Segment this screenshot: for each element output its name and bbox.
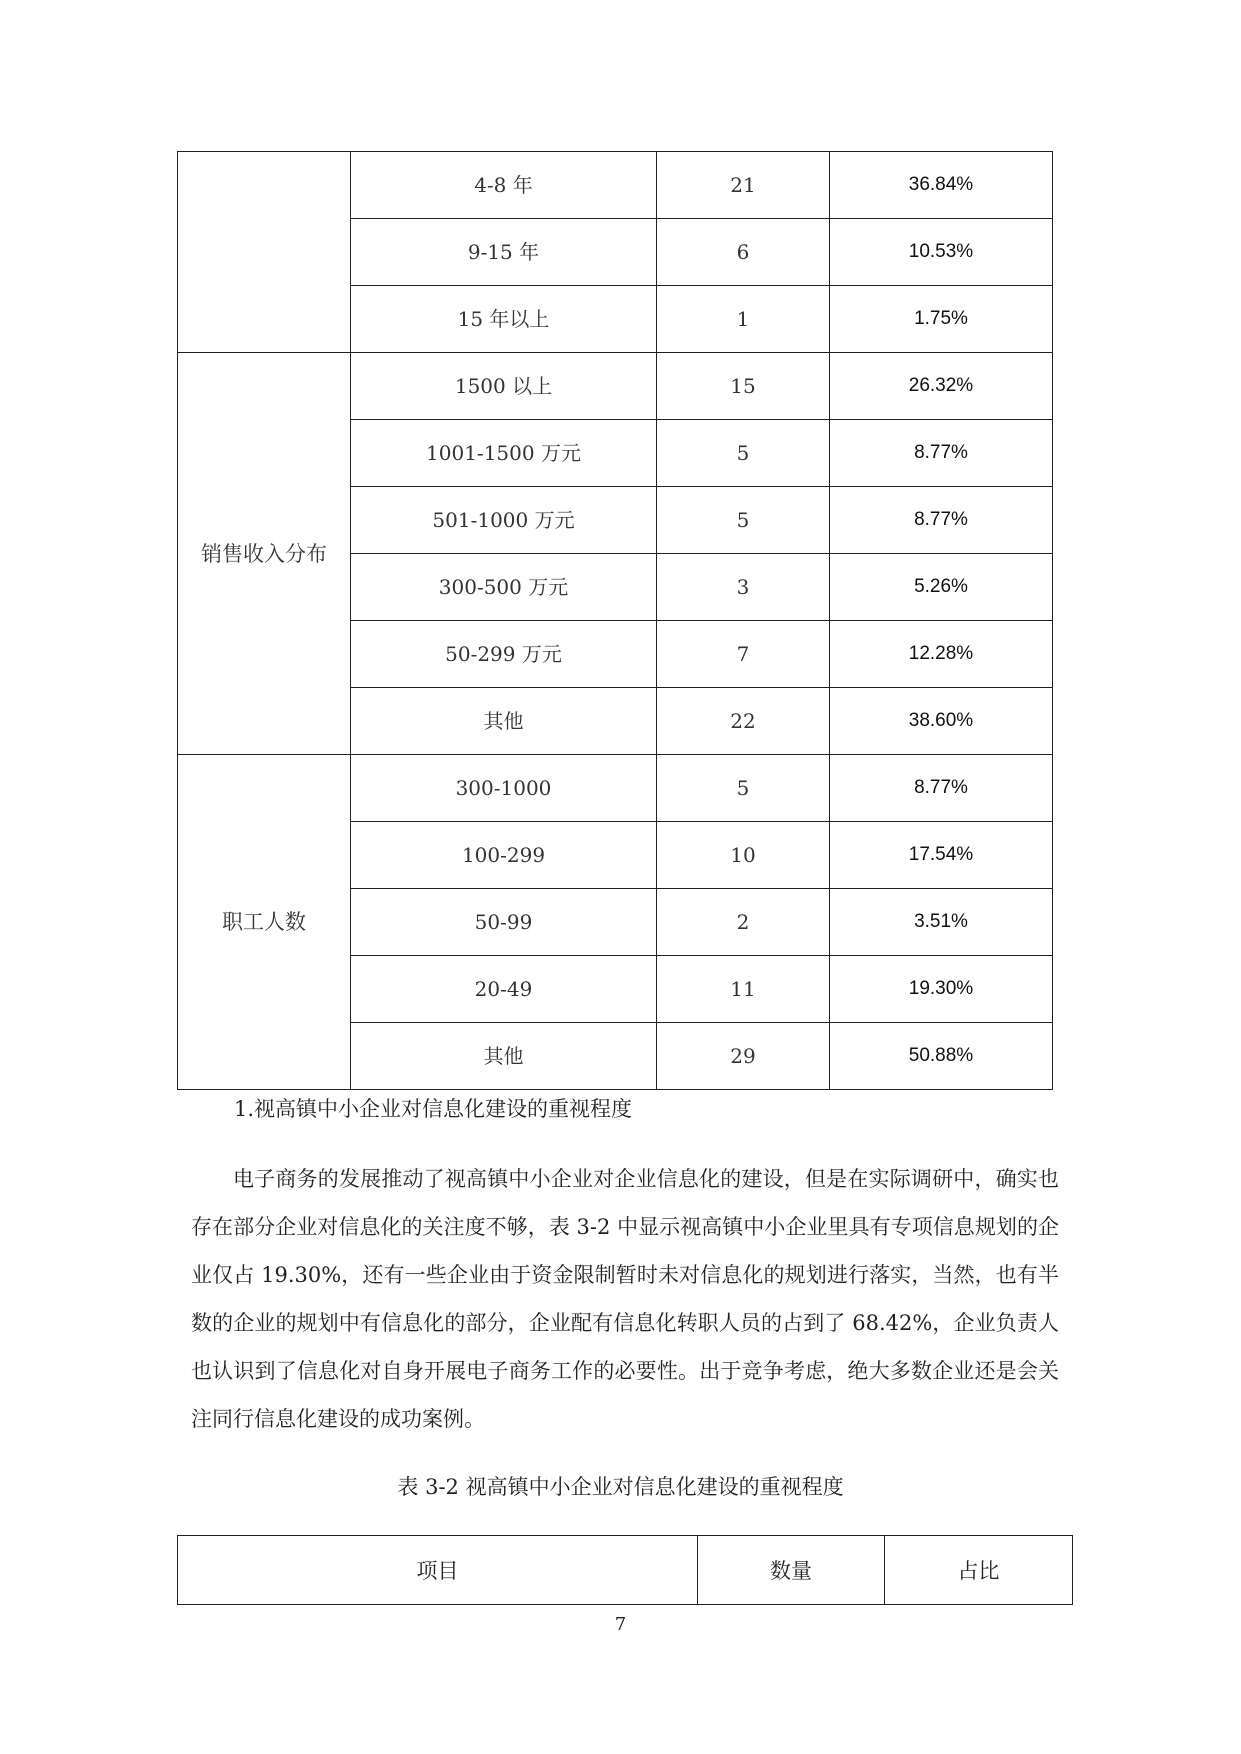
row-percent: 26.32% — [830, 353, 1053, 420]
row-count: 1 — [657, 286, 830, 353]
table-row — [178, 353, 1053, 420]
row-count: 5 — [657, 755, 830, 822]
row-percent: 5.26% — [830, 554, 1053, 621]
row-label: 其他 — [351, 1023, 657, 1090]
row-count: 3 — [657, 554, 830, 621]
row-label: 50-299 万元 — [351, 621, 657, 688]
row-label: 4-8 年 — [351, 152, 657, 219]
page-number: 7 — [614, 1614, 627, 1635]
row-label: 9-15 年 — [351, 219, 657, 286]
header-item: 项目 — [178, 1536, 698, 1605]
row-percent: 19.30% — [830, 956, 1053, 1023]
group-cell-sales: 销售收入分布 — [178, 353, 351, 755]
row-label: 50-99 — [351, 889, 657, 956]
row-label: 15 年以上 — [351, 286, 657, 353]
section-heading: 1.视高镇中小企业对信息化建设的重视程度 — [234, 1097, 633, 1121]
row-count: 6 — [657, 219, 830, 286]
table-caption: 表 3-2 视高镇中小企业对信息化建设的重视程度 — [397, 1475, 844, 1499]
row-count: 15 — [657, 353, 830, 420]
row-label: 1500 以上 — [351, 353, 657, 420]
table-row — [178, 755, 1053, 822]
row-count: 21 — [657, 152, 830, 219]
header-percent: 占比 — [885, 1536, 1073, 1605]
row-percent: 17.54% — [830, 822, 1053, 889]
row-percent: 50.88% — [830, 1023, 1053, 1090]
table-header-row — [178, 1536, 1073, 1605]
row-count: 5 — [657, 420, 830, 487]
row-count: 7 — [657, 621, 830, 688]
row-count: 2 — [657, 889, 830, 956]
body-paragraph: 电子商务的发展推动了视高镇中小企业对企业信息化的建设，但是在实际调研中，确实也存在部分企业对信息化的关注度不够，表 3-2 中显示视高镇中小企业里具有专项信息规划的企业仅占 19.30%，还有一些企业由于资金限制暂时未对信息化的规划进行落实，当然，也有半数的企业的规划中有信息化的部分，企业配有信息化转职人员的占到了 68.42%，企业负责人也认识到了信息化对自身开展电子商务工作的必要性。出于竞争考虑，绝大多数企业还是会关注同行信息化建设的成功案例。 — [191, 1167, 1059, 1431]
importance-table — [177, 1535, 1073, 1605]
row-percent: 10.53% — [830, 219, 1053, 286]
row-label: 300-1000 — [351, 755, 657, 822]
row-percent: 8.77% — [830, 755, 1053, 822]
row-count: 22 — [657, 688, 830, 755]
row-count: 29 — [657, 1023, 830, 1090]
row-count: 11 — [657, 956, 830, 1023]
row-percent: 8.77% — [830, 487, 1053, 554]
row-percent: 1.75% — [830, 286, 1053, 353]
row-percent: 36.84% — [830, 152, 1053, 219]
row-label: 20-49 — [351, 956, 657, 1023]
row-label: 100-299 — [351, 822, 657, 889]
row-label: 1001-1500 万元 — [351, 420, 657, 487]
survey-table-continued — [177, 151, 1053, 1090]
header-count: 数量 — [698, 1536, 885, 1605]
row-percent: 8.77% — [830, 420, 1053, 487]
row-label: 300-500 万元 — [351, 554, 657, 621]
table-row — [178, 152, 1053, 219]
row-label: 501-1000 万元 — [351, 487, 657, 554]
row-percent: 3.51% — [830, 889, 1053, 956]
group-cell-staff: 职工人数 — [178, 755, 351, 1090]
row-percent: 38.60% — [830, 688, 1053, 755]
row-percent: 12.28% — [830, 621, 1053, 688]
row-count: 5 — [657, 487, 830, 554]
row-label: 其他 — [351, 688, 657, 755]
row-count: 10 — [657, 822, 830, 889]
group-cell-continued — [178, 152, 351, 353]
